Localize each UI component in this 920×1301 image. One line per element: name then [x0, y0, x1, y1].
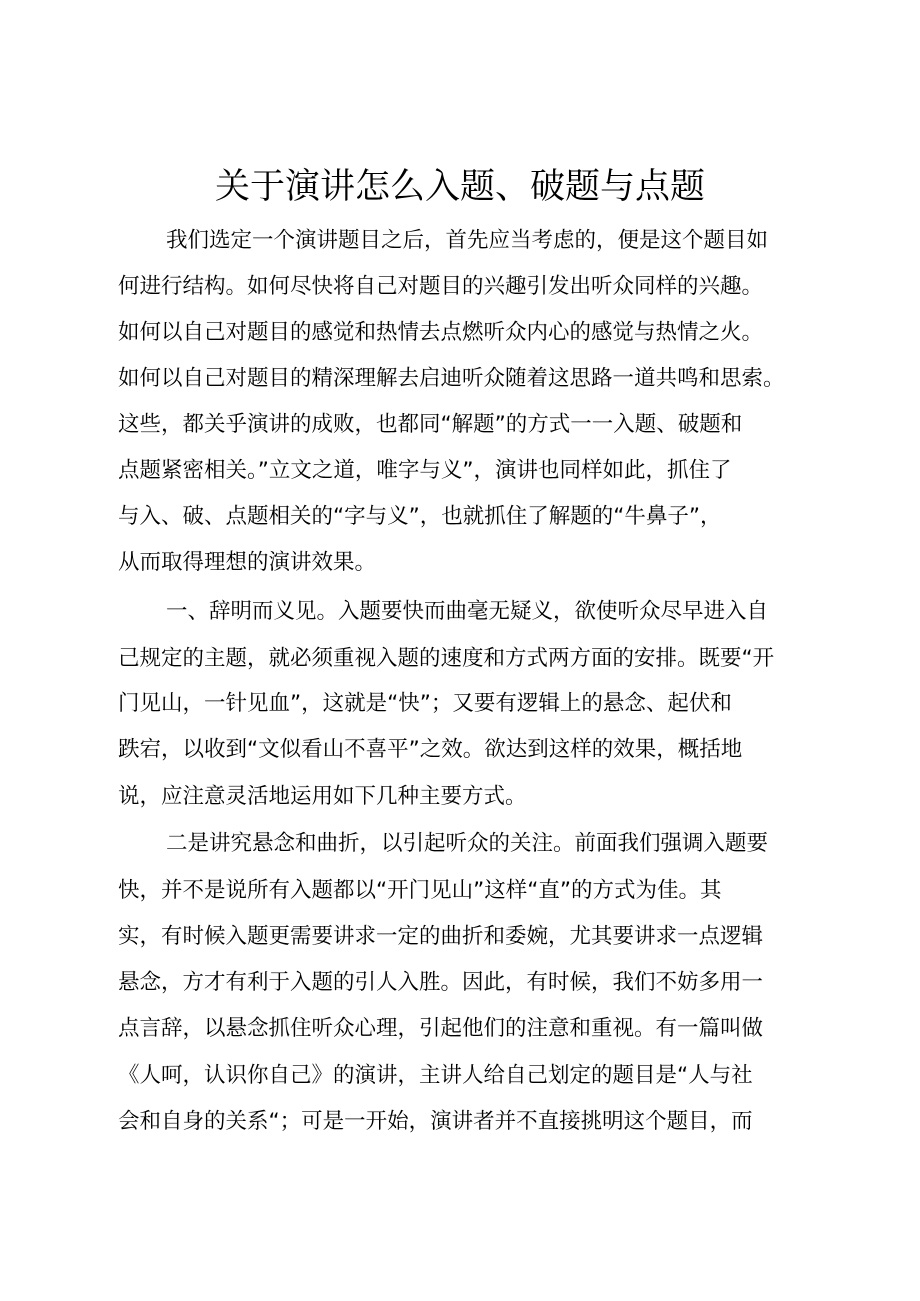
paragraph-line: 如何以自己对题目的感觉和热情去点燃听众内心的感觉与热情之火。: [118, 320, 764, 345]
paragraph-line: 二是讲究悬念和曲折，以引起听众的关注。前面我们强调入题要: [166, 831, 769, 856]
paragraph-line: 何进行结构。如何尽快将自己对题目的兴趣引发出听众同样的兴趣。: [118, 274, 764, 299]
document-title: 关于演讲怎么入题、破题与点题: [214, 167, 705, 207]
paragraph-line: 己规定的主题，就必须重视入题的速度和方式两方面的安排。既要“开: [118, 646, 775, 671]
paragraph-line: 与入、破、点题相关的“字与义”，也就抓住了解题的“牛鼻子”，: [118, 504, 722, 529]
paragraph-line: 从而取得理想的演讲效果。: [118, 550, 377, 575]
paragraph-line: 跌宕，以收到“文似看山不喜平”之效。欲达到这样的效果，概括地: [118, 737, 743, 762]
paragraph-line: 实，有时候入题更需要讲求一定的曲折和委婉，尤其要讲求一点逻辑: [118, 924, 764, 949]
paragraph-line: 一、辞明而义见。入题要快而曲毫无疑义，欲使听众尽早进入自: [166, 599, 769, 624]
paragraph-line: 说，应注意灵活地运用如下几种主要方式。: [118, 784, 527, 809]
paragraph-line: 点题紧密相关。”立文之道，唯字与义”，演讲也同样如此，抓住了: [118, 458, 732, 483]
paragraph-line: 《人呵，认识你自己》的演讲，主讲人给自己划定的题目是“人与社: [118, 1063, 753, 1088]
paragraph-line: 这些，都关乎演讲的成败，也都同“解题”的方式一一入题、破题和: [118, 412, 743, 437]
paragraph-line: 悬念，方才有利于入题的引人入胜。因此，有时候，我们不妨多用一: [118, 970, 764, 995]
paragraph-line: 快，并不是说所有入题都以“开门见山”这样“直”的方式为佳。其: [118, 878, 722, 903]
paragraph-line: 点言辞，以悬念抓住听众心理，引起他们的注意和重视。有一篇叫做: [118, 1016, 764, 1041]
paragraph-line: 会和自身的关系“；可是一开始，演讲者并不直接挑明这个题目，而: [118, 1109, 753, 1134]
paragraph-line: 门见山，一针见血”，这就是“快”；又要有逻辑上的悬念、起伏和: [118, 691, 732, 716]
paragraph-line: 如何以自己对题目的精深理解去启迪听众随着这思路一道共鸣和思索。: [118, 366, 785, 391]
paragraph-line: 我们选定一个演讲题目之后，首先应当考虑的，便是这个题目如: [166, 228, 769, 253]
